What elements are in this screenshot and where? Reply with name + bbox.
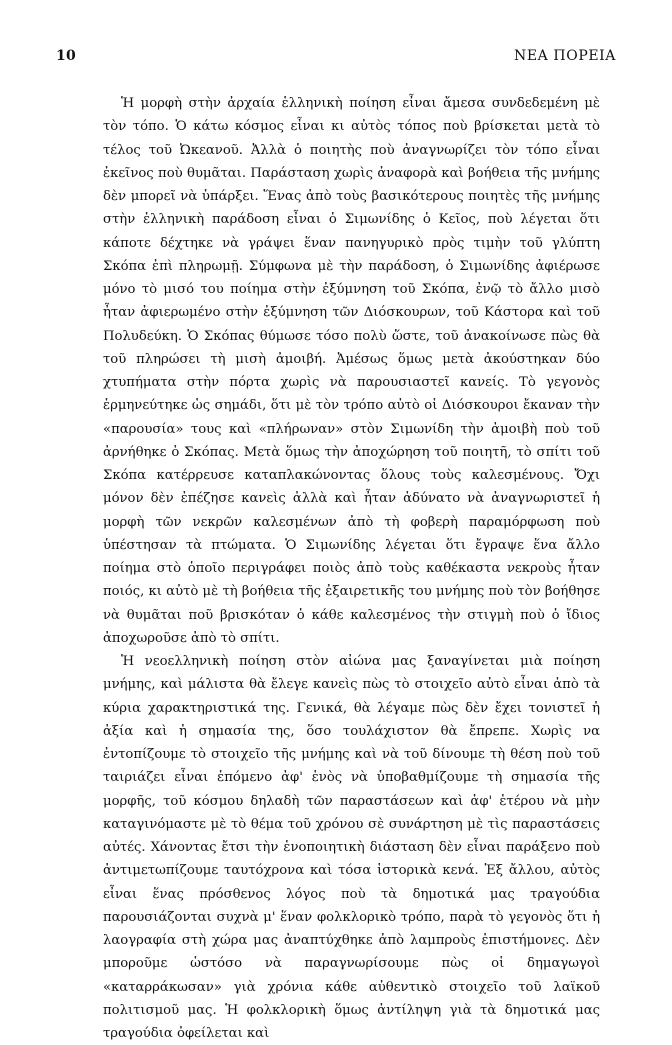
page-number: 10 xyxy=(56,48,76,64)
paragraph: Ἡ νεοελληνικὴ ποίηση στὸν αἰώνα μας ξαναγίνεται μιὰ ποίηση μνήμης, καὶ μάλιστα θὰ ἔλεγε κανεὶς πὼς τὸ στοιχεῖο αὐτὸ εἶναι ἀπὸ τὰ κύρια χαρακτηριστικά της. Γενικά, θὰ λέγαμε πὼς δὲν ἔχει τονιστεῖ ἡ ἀξία καὶ ἡ σημασία της, ὅσο τουλάχιστον θὰ ἔπρεπε. Χωρὶς να ἐντοπίζουμε τὸ στοιχεῖο τῆς μνήμης καὶ νὰ τοῦ δίνουμε τὴ θέση ποὺ τοῦ ταιριάζει εἶναι ἑπόμενο ἀφ' ἑνὸς νὰ ὑποβαθμίζουμε τὴ σημασία τῆς μορφῆς, τοῦ κόσμου δηλαδὴ τῶν παραστάσεων καὶ ἀφ' ἑτέρου νὰ μὴν καταγινόμαστε μὲ τὸ θέμα τοῦ χρόνου σὲ συνάρτηση μὲ τὶς παραστάσεις αὐτές. Χάνοντας ἔτσι τὴν ἑνοποιητικὴ διάσταση δὲν εἶναι παράξενο ποὺ ἀντιμετωπίζουμε ταυτόχρονα καὶ τόσα ἱστορικὰ κενά. Ἐξ ἄλλου, αὐτὸς εἶναι ἕνας πρόσθενος λόγος ποὺ τὰ δημοτικά μας τραγούδια παρουσιάζονται συχνὰ μ' ἕναν φολκλορικὸ τρόπο, παρὰ τὸ γεγονὸς ὅτι ἡ λαογραφία στὴ χώρα μας ἀναπτύχθηκε ἀπὸ λαμπροὺς ἐπιστήμονες. Δὲν μποροῦμε ὡστόσο νὰ παραγνωρίσουμε πὼς οἱ δημαγωγοὶ «καταρράκωσαν» γιὰ χρόνια κάθε αὐθεντικὸ στοιχεῖο τοῦ λαϊκοῦ πολιτισμοῦ μας. Ἡ φολκλορικὴ ὅμως ἀντίληψη γιὰ τὰ δημοτικά μας τραγούδια ὀφείλεται καὶ xyxy=(103,654,600,1041)
page-header xyxy=(56,48,616,70)
paragraph: Ἡ μορφὴ στὴν ἀρχαία ἑλληνικὴ ποίηση εἶναι ἄμεσα συνδεδεμένη μὲ τὸν τόπο. Ὁ κάτω κόσμος εἶναι κι αὐτὸς τόπος ποὺ βρίσκεται μετὰ τὸ τέλος τοῦ Ὠκεανοῦ. Ἀλλὰ ὁ ποιητὴς ποὺ ἀναγνωρίζει τὸν τόπο εἶναι ἐκεῖνος ποὺ θυμᾶται. Παράσταση χωρὶς ἀναφορὰ καὶ βοήθεια τῆς μνήμης δὲν μπορεῖ νὰ ὑπάρξει. Ἕνας ἀπὸ τοὺς βασικότερους ποιητὲς τῆς μνήμης στὴν ἑλληνικὴ παράδοση εἶναι ὁ Σιμωνίδης ὁ Κεῖος, ποὺ λέγεται ὅτι κάποτε δέχτηκε νὰ γράψει ἕναν πανηγυρικὸ πρὸς τιμὴν τοῦ γλύπτη Σκόπα ἐπὶ πληρωμῇ. Σύμφωνα μὲ τὴν παράδοση, ὁ Σιμωνίδης ἀφιέρωσε μόνο τὸ μισό του ποίημα στὴν ἐξύμνηση τοῦ Σκόπα, ἐνῷ τὸ ἄλλο μισὸ ἦταν ἀφιερωμένο στὴν ἐξύμνηση τῶν Διόσκουρων, τοῦ Κάστορα καὶ τοῦ Πολυδεύκη. Ὁ Σκόπας θύμωσε τόσο πολὺ ὥστε, τοῦ ἀνακοίνωσε πὼς θὰ τοῦ πληρώσει τὴ μισὴ ἀμοιβή. Ἀμέσως ὅμως μετὰ ἀκούστηκαν δύο χτυπήματα στὴν πόρτα χωρὶς νὰ παρουσιαστεῖ κανείς. Τὸ γεγονὸς ἑρμηνεύτηκε ὡς σημάδι, ὅτι μὲ τὸν τρόπο αὐτὸ οἱ Διόσκουροι ἔκαναν τὴν «παρουσία» τους καὶ «πλήρωναν» στὸν Σιμωνίδη τὴν ἀμοιβὴ ποὺ τοῦ ἀρνήθηκε ὁ Σκόπας. Μετὰ ὅμως τὴν ἀποχώρηση τοῦ ποιητῆ, τὸ σπίτι τοῦ Σκόπα κατέρρευσε καταπλακώνοντας ὅλους τοὺς καλεσμένους. Ὄχι μόνον δὲν ἐπέζησε κανεὶς ἀλλὰ καὶ ἦταν ἀδύνατο νὰ ἀναγνωριστεῖ ἡ μορφὴ τῶν νεκρῶν καλεσμένων ἀπὸ τὴ φοβερὴ παραμόρφωση ποὺ ὑπέστησαν τὰ πτώματα. Ὁ Σιμωνίδης λέγεται ὅτι ἔγραψε ἕνα ἄλλο ποίημα στὸ ὁποῖο περιγράφει ποιὸς ἀπὸ τοὺς καθέκαστα νεκροὺς ἦταν ποιός, κι αὐτὸ μὲ τὴ βοήθεια τῆς ἐξαιρετικῆς του μνήμης ποὺ τὸν βοήθησε νὰ θυμᾶται ποῦ βρισκόταν ὁ κάθε καλεσμένος τὴν στιγμὴ ποὺ ὁ ἴδιος ἀποχωροῦσε ἀπὸ τὸ σπίτι. xyxy=(103,96,600,646)
running-title: ΝΕΑ ΠΟΡΕΙΑ xyxy=(514,48,616,64)
body-text xyxy=(103,92,600,1045)
